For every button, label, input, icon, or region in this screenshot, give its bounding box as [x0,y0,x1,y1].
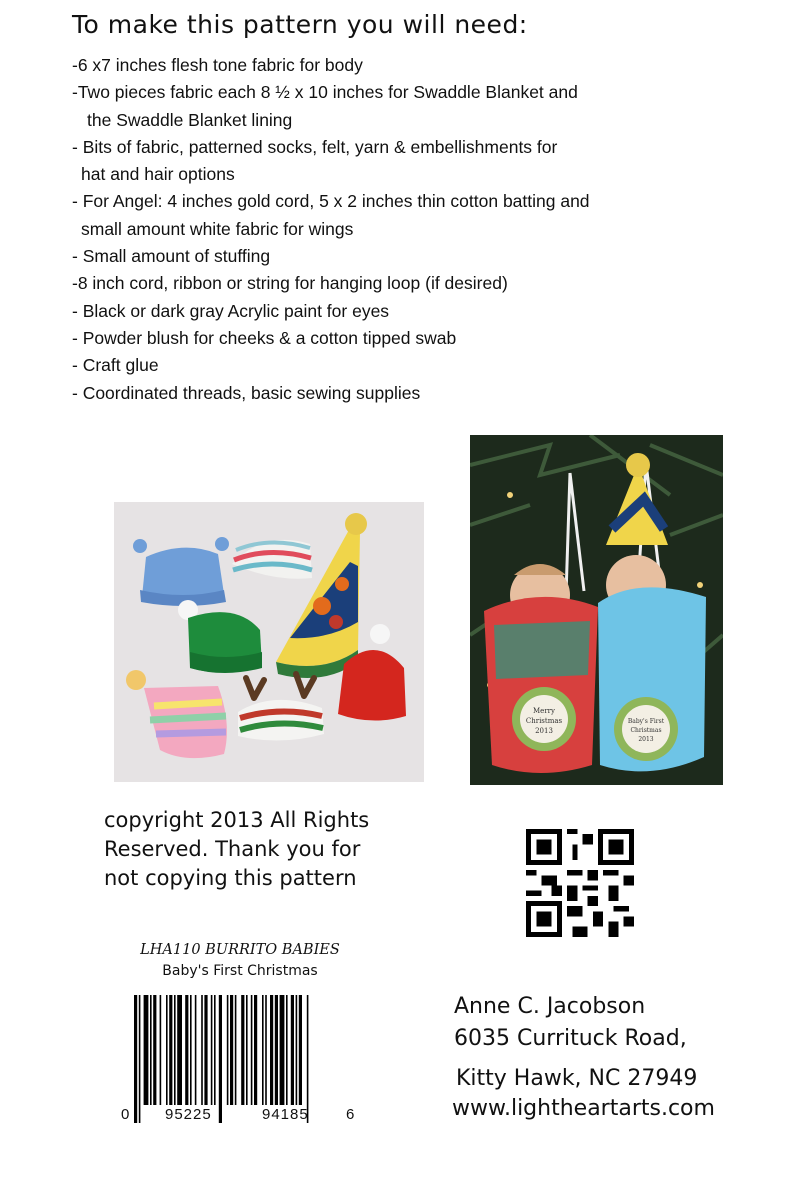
barcode-digit-first: 0 [121,1106,130,1123]
barcode-bar [270,995,273,1105]
supply-item: -6 x7 inches flesh tone fabric for body [72,55,363,75]
barcode-bar [246,995,248,1105]
supply-item: - Black or dark gray Acrylic paint for eyes [72,300,390,321]
barcode-bar [262,995,264,1105]
barcode-bar [169,995,172,1105]
barcode-digits-left: 95225 [165,1106,212,1123]
barcode-bar [291,995,294,1105]
tag-left-line3: 2013 [535,727,553,735]
tag-right-line2: Christmas [630,727,662,734]
ornaments-photo [470,435,723,785]
street-address: 6035 Currituck Road, [454,1026,687,1051]
barcode-bar [153,995,156,1105]
barcode-bar [219,995,222,1123]
barcode-digit-last: 6 [346,1106,355,1123]
barcode-bar [185,995,188,1105]
supply-item: small amount white fabric for wings [81,218,354,239]
copyright-line: Reserved. Thank you for [104,837,361,861]
barcode-bar [251,995,253,1105]
barcode-bar [235,995,237,1105]
barcode-bar [204,995,207,1105]
barcode [118,993,368,1133]
barcode-bar [201,995,203,1105]
supply-item: - Coordinated threads, basic sewing supplies [72,382,421,403]
city-state-zip: Kitty Hawk, NC 27949 [456,1066,698,1091]
supply-item: - Small amount of stuffing [72,246,271,267]
barcode-bar [296,995,298,1105]
barcode-bar [150,995,152,1105]
barcode-digits-right: 94185 [262,1106,309,1123]
barcode-bar [134,995,137,1123]
qr-code [526,828,634,938]
copyright-notice [104,806,444,893]
supply-item: - Powder blush for cheeks & a cotton tipped swab [72,327,457,348]
supply-item: -8 inch cord, ribbon or string for hanging loop (if desired) [72,273,508,294]
tag-left-line1: Merry [533,707,555,715]
hats-photo [114,502,424,782]
barcode-bar [286,995,288,1105]
tag-right-line1: Baby's First [627,718,665,725]
supply-item: -Two pieces fabric each 8 ½ x 10 inches for Swaddle Blanket and [72,82,578,103]
barcode-bar [144,995,149,1105]
copyright-line: not copying this pattern [104,866,357,890]
barcode-bar [230,995,233,1105]
website-link[interactable]: www.lightheartarts.com [452,1096,715,1121]
barcode-bar [280,995,285,1105]
supply-item: the Swaddle Blanket lining [87,109,293,130]
page-heading: To make this pattern you will need: [72,10,528,39]
product-subtitle: Baby's First Christmas [162,963,318,979]
supply-item: - Craft glue [72,355,159,376]
barcode-bar [254,995,257,1105]
barcode-bar [211,995,213,1105]
barcode-bar [160,995,162,1105]
barcode-bar [166,995,168,1105]
barcode-bar [275,995,278,1105]
barcode-bar [139,995,141,1123]
supplies-list [72,52,712,407]
supply-item: - Bits of fabric, patterned socks, felt, yarn & embellishments for [72,136,558,157]
barcode-bar [190,995,192,1105]
copyright-line: copyright 2013 All Rights [104,808,370,832]
barcode-bar [241,995,244,1105]
product-code: LHA110 BURRITO BABIES [140,942,340,958]
tag-left-line2: Christmas [525,717,563,725]
barcode-bar [299,995,302,1105]
barcode-bar [174,995,176,1105]
barcode-bar [214,995,216,1105]
barcode-bar [307,995,309,1123]
barcode-bar [227,995,229,1105]
supply-item: - For Angel: 4 inches gold cord, 5 x 2 inches thin cotton batting and [72,191,590,212]
barcode-bar [195,995,197,1105]
author-name: Anne C. Jacobson [454,994,646,1019]
supply-item: hat and hair options [81,164,235,185]
barcode-bar [177,995,182,1105]
tag-right-line3: 2013 [638,736,654,743]
barcode-bar [265,995,267,1105]
